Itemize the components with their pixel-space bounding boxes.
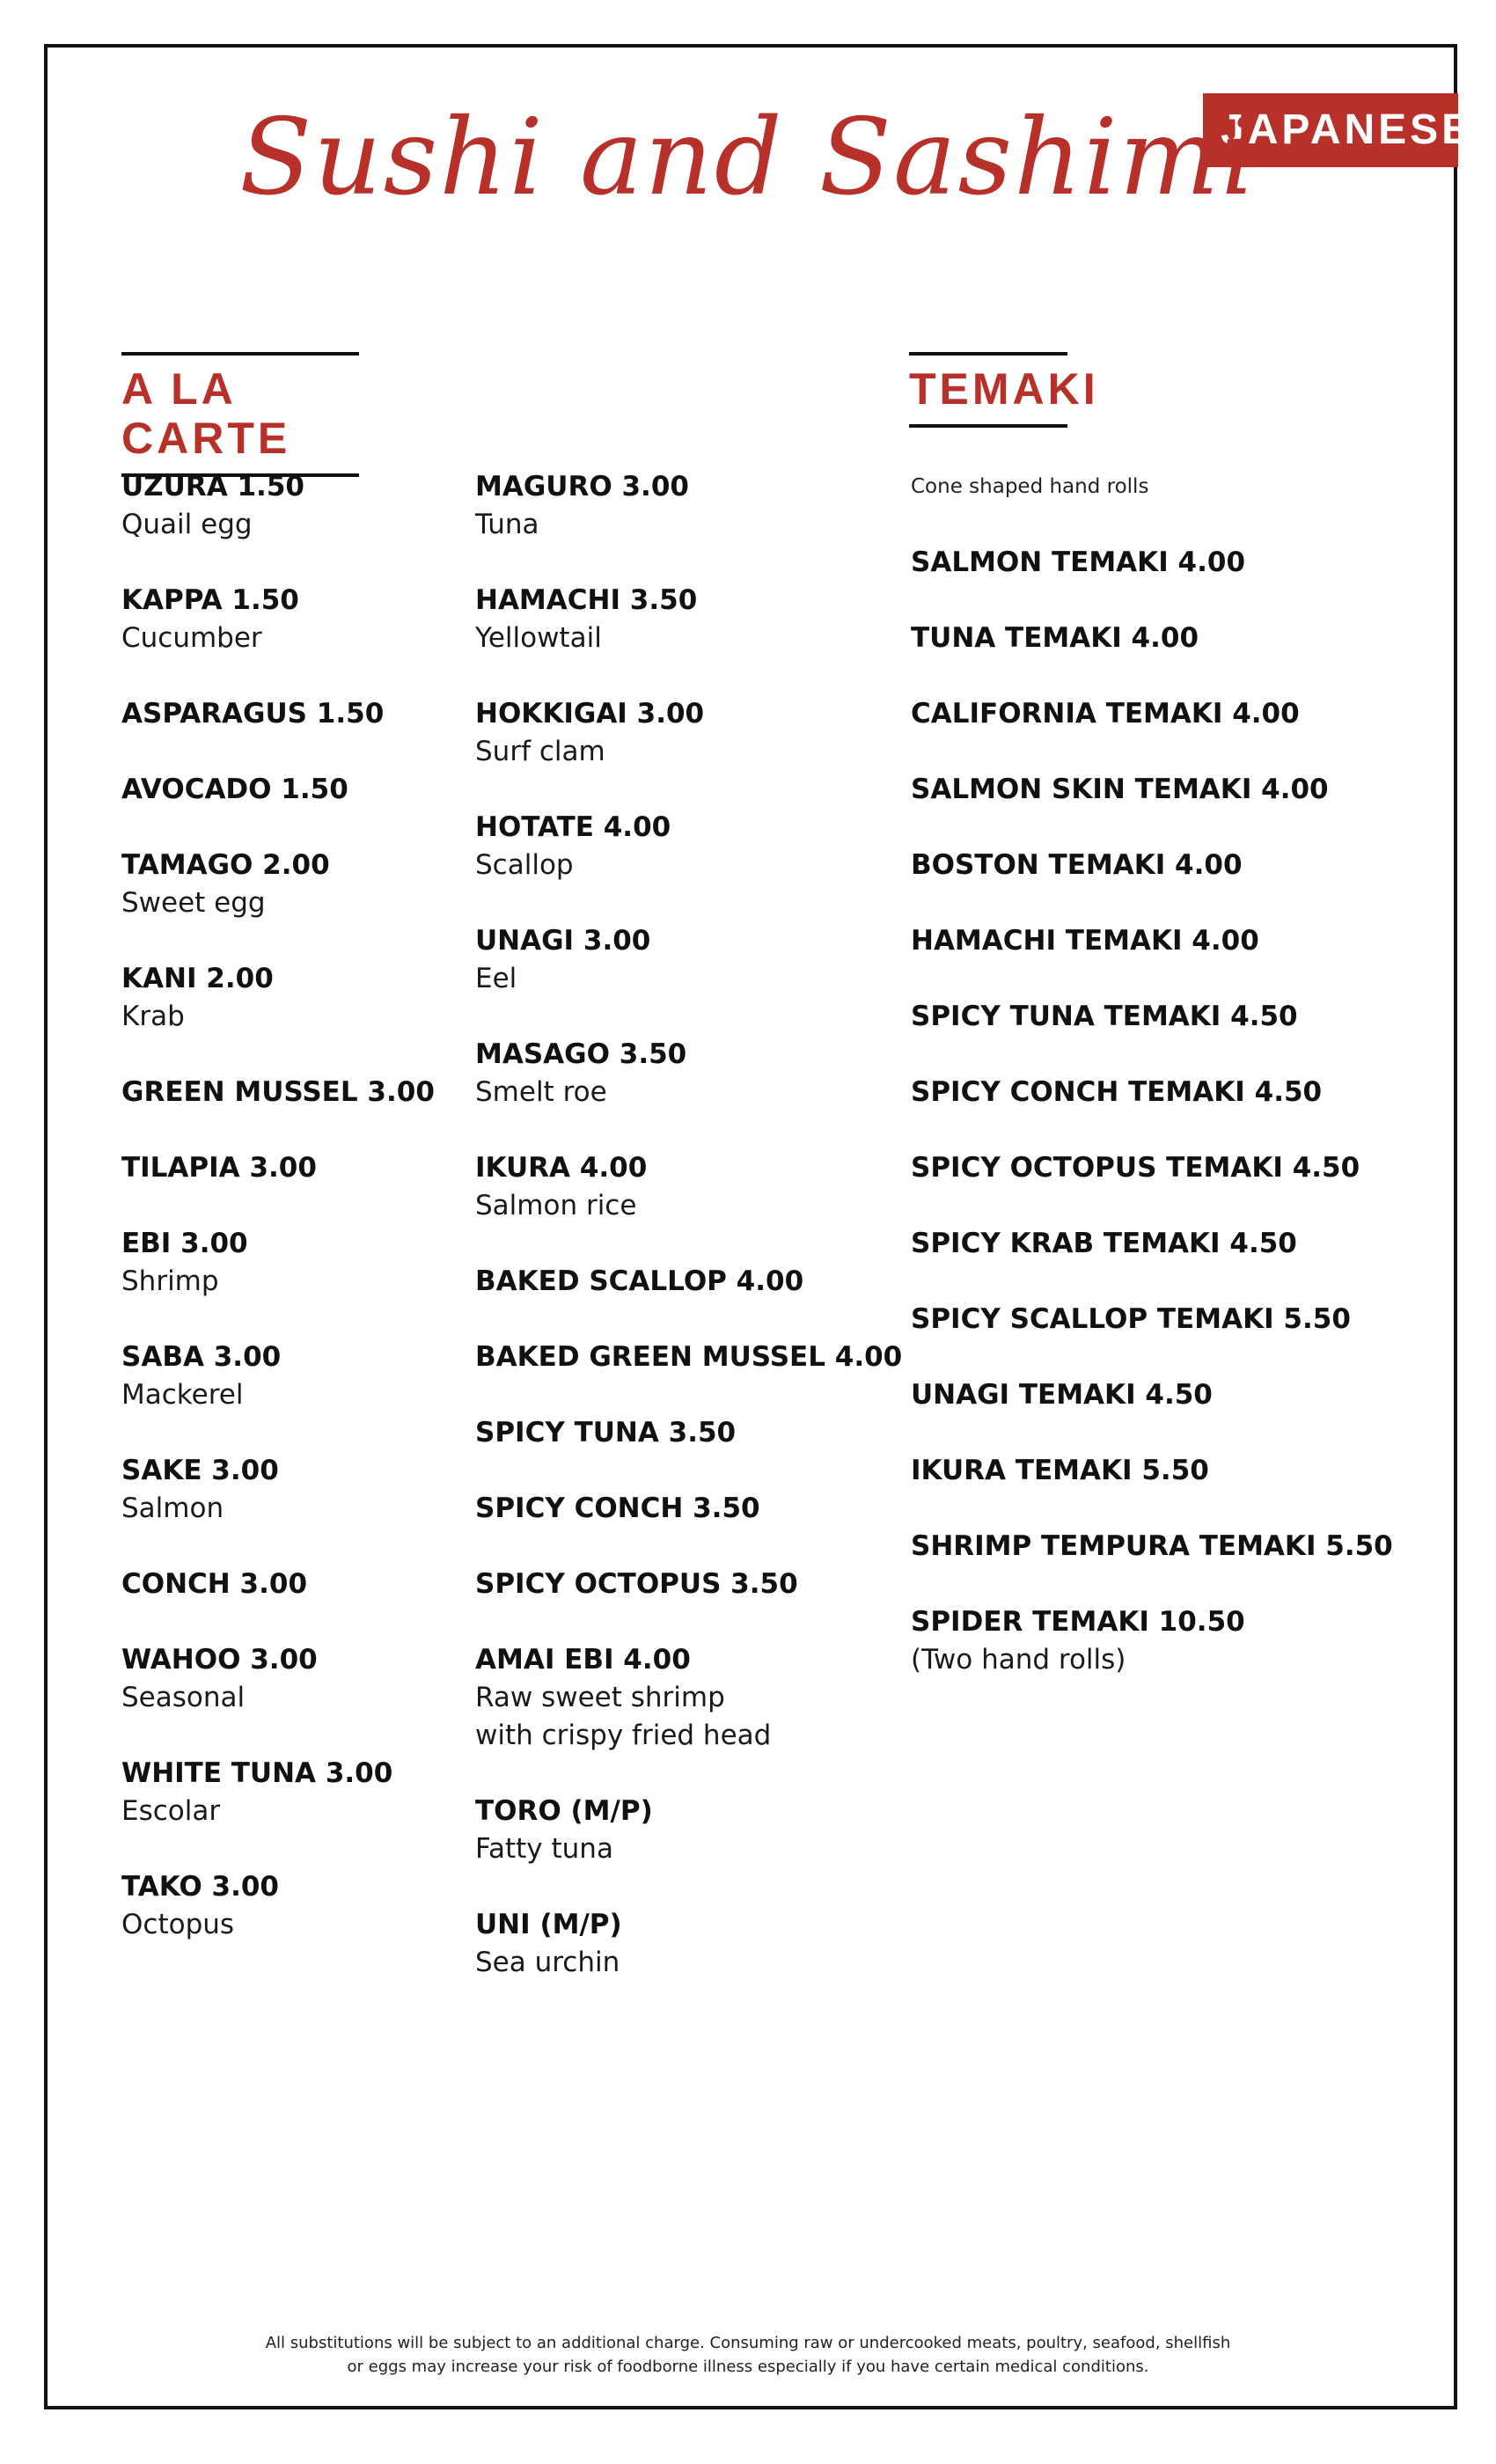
menu-item bbox=[121, 695, 465, 733]
menu-item-name: IKURA 4.00 bbox=[475, 1152, 648, 1184]
menu-item bbox=[911, 544, 1439, 582]
menu-item-name: CALIFORNIA TEMAKI 4.00 bbox=[911, 698, 1300, 730]
menu-item-description: Mackerel bbox=[121, 1379, 244, 1411]
menu-item bbox=[475, 1566, 889, 1603]
menu-item-name: SPICY OCTOPUS TEMAKI 4.50 bbox=[911, 1152, 1360, 1184]
menu-item bbox=[121, 1149, 465, 1187]
menu-item-name: UNI (M/P) bbox=[475, 1909, 622, 1940]
menu-item-name: AMAI EBI 4.00 bbox=[475, 1644, 691, 1676]
disclaimer-line-1: All substitutions will be subject to an additional charge. Consuming raw or undercooked meats, poultry, seafood, shellfish bbox=[265, 2334, 1231, 2352]
menu-item-name: SAKE 3.00 bbox=[121, 1455, 279, 1486]
menu-item-description: Sea urchin bbox=[475, 1947, 620, 1978]
menu-item-name: SPICY CONCH 3.50 bbox=[475, 1492, 760, 1524]
menu-item-description: Cucumber bbox=[121, 622, 262, 654]
section-heading-temaki: TEMAKI bbox=[909, 352, 1067, 428]
menu-item bbox=[121, 1641, 465, 1717]
menu-item-name: HOKKIGAI 3.00 bbox=[475, 698, 705, 730]
menu-item bbox=[121, 771, 465, 809]
menu-item-description: Salmon bbox=[121, 1492, 224, 1524]
temaki-column bbox=[911, 468, 1439, 1717]
menu-item-name: UNAGI 3.00 bbox=[475, 925, 651, 957]
menu-item bbox=[911, 998, 1439, 1036]
menu-item-name: SPICY SCALLOP TEMAKI 5.50 bbox=[911, 1303, 1351, 1335]
menu-item-name: EBI 3.00 bbox=[121, 1228, 248, 1259]
menu-item-name: SABA 3.00 bbox=[121, 1341, 282, 1373]
menu-item bbox=[475, 1906, 889, 1982]
menu-item-name: KANI 2.00 bbox=[121, 963, 274, 994]
menu-item bbox=[121, 1868, 465, 1944]
menu-item bbox=[475, 1414, 889, 1452]
menu-item bbox=[121, 1755, 465, 1830]
menu-item bbox=[475, 1793, 889, 1868]
menu-item-name: BAKED SCALLOP 4.00 bbox=[475, 1265, 804, 1297]
menu-item-description: Shrimp bbox=[121, 1265, 219, 1297]
menu-item-description: Raw sweet shrimp bbox=[475, 1682, 725, 1713]
menu-item-name: TILAPIA 3.00 bbox=[121, 1152, 317, 1184]
menu-item bbox=[475, 582, 889, 657]
menu-item bbox=[911, 1074, 1439, 1111]
menu-item bbox=[911, 1301, 1439, 1338]
a-la-carte-column-1 bbox=[121, 468, 465, 1982]
menu-item bbox=[121, 468, 465, 544]
menu-item-description: Surf clam bbox=[475, 736, 605, 767]
menu-item bbox=[911, 1603, 1439, 1679]
menu-item-name: TAKO 3.00 bbox=[121, 1871, 279, 1903]
menu-item-name: SALMON TEMAKI 4.00 bbox=[911, 546, 1246, 578]
disclaimer-line-2: or eggs may increase your risk of foodborne illness especially if you have certain medical conditions. bbox=[347, 2358, 1149, 2376]
menu-item bbox=[121, 582, 465, 657]
menu-item bbox=[475, 468, 889, 544]
menu-item-description: Yellowtail bbox=[475, 622, 602, 654]
menu-item bbox=[911, 620, 1439, 657]
menu-item-name: HAMACHI TEMAKI 4.00 bbox=[911, 925, 1259, 957]
cuisine-tag: JAPANESE bbox=[1203, 93, 1458, 167]
menu-item bbox=[475, 1490, 889, 1528]
menu-item-description: Smelt roe bbox=[475, 1076, 607, 1108]
menu-item bbox=[121, 1452, 465, 1528]
section-heading-a-la-carte: A LA CARTE bbox=[121, 352, 359, 477]
menu-item-name: SPIDER TEMAKI 10.50 bbox=[911, 1606, 1245, 1638]
menu-item-description: with crispy fried head bbox=[475, 1720, 772, 1751]
menu-item bbox=[121, 1225, 465, 1301]
menu-item bbox=[475, 695, 889, 771]
menu-item-description: Scallop bbox=[475, 849, 574, 881]
menu-item-description: (Two hand rolls) bbox=[911, 1644, 1126, 1676]
menu-item-name: BAKED GREEN MUSSEL 4.00 bbox=[475, 1341, 903, 1373]
menu-item-name: HOTATE 4.00 bbox=[475, 811, 671, 843]
menu-item bbox=[475, 809, 889, 884]
menu-item-name: UZURA 1.50 bbox=[121, 471, 304, 502]
menu-item-name: WHITE TUNA 3.00 bbox=[121, 1757, 393, 1789]
menu-item-name: SPICY KRAB TEMAKI 4.50 bbox=[911, 1228, 1297, 1259]
menu-item-name: MAGURO 3.00 bbox=[475, 471, 689, 502]
menu-item bbox=[911, 847, 1439, 884]
menu-item-name: SALMON SKIN TEMAKI 4.00 bbox=[911, 774, 1329, 805]
menu-item bbox=[121, 1074, 465, 1111]
menu-item bbox=[121, 1338, 465, 1414]
menu-item-name: SHRIMP TEMPURA TEMAKI 5.50 bbox=[911, 1530, 1393, 1562]
menu-item bbox=[475, 1149, 889, 1225]
menu-item-description: Salmon rice bbox=[475, 1190, 637, 1221]
menu-item-name: ASPARAGUS 1.50 bbox=[121, 698, 385, 730]
menu-item-name: WAHOO 3.00 bbox=[121, 1644, 318, 1676]
menu-item bbox=[911, 1452, 1439, 1490]
menu-item bbox=[121, 847, 465, 922]
menu-item-name: UNAGI TEMAKI 4.50 bbox=[911, 1379, 1213, 1411]
menu-item bbox=[121, 960, 465, 1036]
menu-item-name: GREEN MUSSEL 3.00 bbox=[121, 1076, 435, 1108]
menu-item-description: Sweet egg bbox=[121, 887, 266, 919]
menu-item-description: Octopus bbox=[121, 1909, 235, 1940]
menu-item-name: HAMACHI 3.50 bbox=[475, 584, 698, 616]
menu-item bbox=[911, 1225, 1439, 1263]
a-la-carte-column-2 bbox=[475, 468, 903, 2020]
menu-item bbox=[475, 1338, 903, 1376]
menu-item-name: SPICY TUNA TEMAKI 4.50 bbox=[911, 1001, 1298, 1032]
menu-item bbox=[911, 922, 1439, 960]
menu-item-name: SPICY OCTOPUS 3.50 bbox=[475, 1568, 798, 1600]
menu-item-description: Eel bbox=[475, 963, 517, 994]
menu-item-description: Quail egg bbox=[121, 509, 253, 540]
page-title: Sushi and Sashimi bbox=[239, 97, 1257, 219]
menu-item bbox=[475, 1641, 889, 1755]
menu-item-name: TUNA TEMAKI 4.00 bbox=[911, 622, 1199, 654]
menu-item-description: Escolar bbox=[121, 1795, 221, 1827]
temaki-subtitle: Cone shaped hand rolls bbox=[911, 475, 1149, 498]
menu-item-name: SPICY TUNA 3.50 bbox=[475, 1417, 737, 1448]
menu-item bbox=[911, 771, 1439, 809]
menu-item-name: KAPPA 1.50 bbox=[121, 584, 299, 616]
menu-item bbox=[911, 1528, 1439, 1566]
disclaimer bbox=[0, 2331, 1496, 2379]
menu-item-name: BOSTON TEMAKI 4.00 bbox=[911, 849, 1243, 881]
menu-item bbox=[475, 1036, 889, 1111]
menu-item-name: SPICY CONCH TEMAKI 4.50 bbox=[911, 1076, 1323, 1108]
menu-item-description: Krab bbox=[121, 1001, 185, 1032]
menu-item bbox=[121, 1566, 465, 1603]
menu-item-name: MASAGO 3.50 bbox=[475, 1038, 687, 1070]
menu-item bbox=[475, 922, 889, 998]
menu-item bbox=[911, 1149, 1439, 1187]
menu-item-description: Seasonal bbox=[121, 1682, 246, 1713]
menu-item-description: Fatty tuna bbox=[475, 1833, 613, 1865]
menu-item bbox=[911, 695, 1439, 733]
menu-item bbox=[911, 1376, 1439, 1414]
menu-item bbox=[475, 1263, 889, 1301]
menu-item-name: TORO (M/P) bbox=[475, 1795, 653, 1827]
menu-item-name: TAMAGO 2.00 bbox=[121, 849, 330, 881]
menu-item-name: CONCH 3.00 bbox=[121, 1568, 308, 1600]
menu-item-name: AVOCADO 1.50 bbox=[121, 774, 348, 805]
menu-item-name: IKURA TEMAKI 5.50 bbox=[911, 1455, 1209, 1486]
menu-item-description: Tuna bbox=[475, 509, 539, 540]
